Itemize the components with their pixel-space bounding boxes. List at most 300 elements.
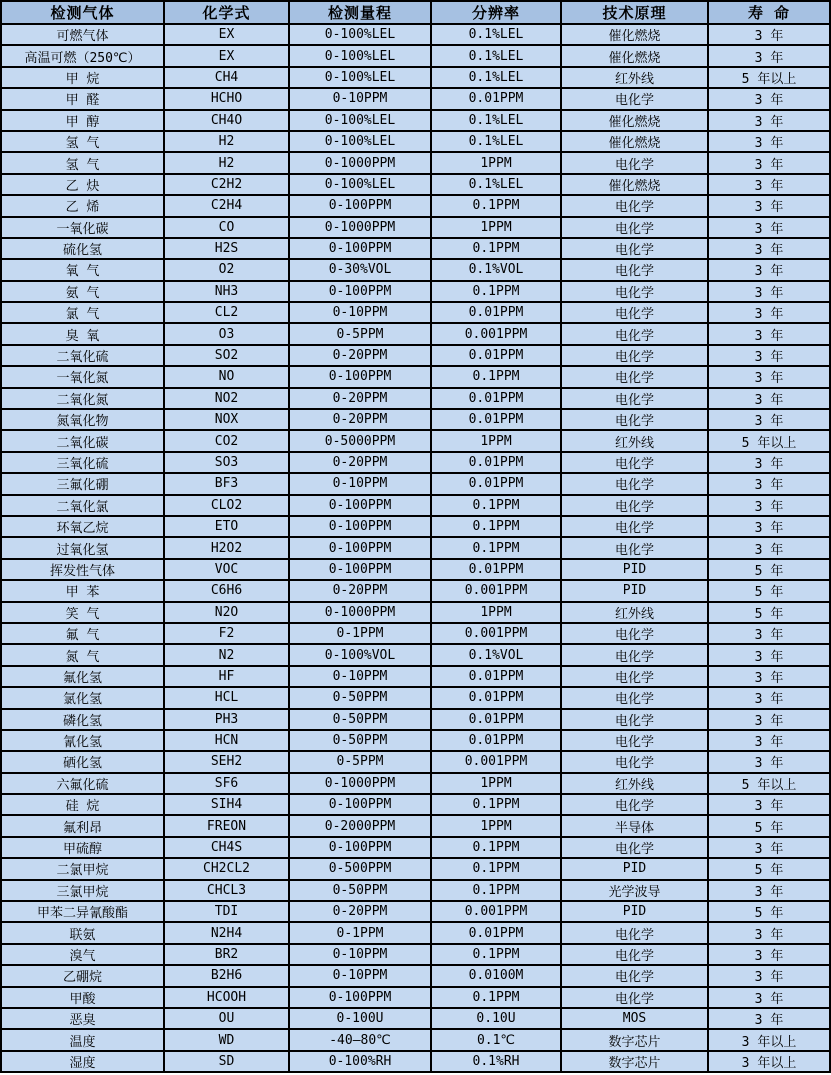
cell-gas: 可燃气体: [1, 24, 164, 45]
cell-principle: PID: [561, 559, 708, 580]
cell-resolution: 0.1PPM: [431, 858, 561, 879]
table-row: [1, 965, 830, 986]
cell-formula: O2: [164, 259, 289, 280]
cell-principle: 电化学: [561, 837, 708, 858]
cell-gas: 氨 气: [1, 281, 164, 302]
table-row: [1, 131, 830, 152]
cell-formula: H2S: [164, 238, 289, 259]
cell-life: 3 年: [708, 666, 830, 687]
table-row: [1, 88, 830, 109]
cell-resolution: 0.01PPM: [431, 666, 561, 687]
cell-principle: 数字芯片: [561, 1051, 708, 1072]
cell-principle: 电化学: [561, 281, 708, 302]
cell-resolution: 1PPM: [431, 773, 561, 794]
cell-gas: 二氧化氯: [1, 495, 164, 516]
cell-formula: O3: [164, 323, 289, 344]
cell-resolution: 0.01PPM: [431, 409, 561, 430]
cell-range: 0-100PPM: [289, 195, 431, 216]
cell-gas: 硒化氢: [1, 751, 164, 772]
cell-life: 3 年以上: [708, 1051, 830, 1072]
table-row: [1, 751, 830, 772]
cell-resolution: 0.1PPM: [431, 880, 561, 901]
table-row: [1, 110, 830, 131]
cell-life: 3 年: [708, 323, 830, 344]
table-row: [1, 217, 830, 238]
cell-gas: 过氧化氢: [1, 537, 164, 558]
cell-principle: PID: [561, 901, 708, 922]
table-row: [1, 687, 830, 708]
cell-gas: 硅 烷: [1, 794, 164, 815]
cell-gas: 六氟化硫: [1, 773, 164, 794]
cell-range: 0-100PPM: [289, 238, 431, 259]
cell-gas: 氢 气: [1, 152, 164, 173]
cell-gas: 恶臭: [1, 1008, 164, 1029]
cell-range: 0-50PPM: [289, 880, 431, 901]
table-row: [1, 24, 830, 45]
cell-resolution: 0.1℃: [431, 1029, 561, 1050]
cell-gas: 湿度: [1, 1051, 164, 1072]
cell-life: 3 年: [708, 452, 830, 473]
cell-resolution: 0.01PPM: [431, 452, 561, 473]
cell-range: 0-10PPM: [289, 666, 431, 687]
cell-formula: HCOOH: [164, 987, 289, 1008]
cell-formula: EX: [164, 45, 289, 66]
cell-resolution: 0.0100M: [431, 965, 561, 986]
cell-principle: 电化学: [561, 666, 708, 687]
cell-formula: TDI: [164, 901, 289, 922]
cell-life: 3 年: [708, 45, 830, 66]
cell-resolution: 0.1%VOL: [431, 259, 561, 280]
cell-life: 3 年: [708, 131, 830, 152]
cell-gas: 氢 气: [1, 131, 164, 152]
cell-formula: F2: [164, 623, 289, 644]
cell-range: 0-1PPM: [289, 922, 431, 943]
cell-formula: CH2CL2: [164, 858, 289, 879]
cell-principle: 电化学: [561, 516, 708, 537]
cell-life: 3 年: [708, 965, 830, 986]
cell-life: 3 年: [708, 709, 830, 730]
cell-principle: 电化学: [561, 217, 708, 238]
table-row: [1, 602, 830, 623]
cell-principle: 电化学: [561, 987, 708, 1008]
table-row: [1, 1008, 830, 1029]
cell-range: 0-20PPM: [289, 409, 431, 430]
cell-formula: SO2: [164, 345, 289, 366]
table-row: [1, 901, 830, 922]
cell-resolution: 0.01PPM: [431, 302, 561, 323]
cell-gas: 二氧化硫: [1, 345, 164, 366]
cell-principle: 催化燃烧: [561, 131, 708, 152]
cell-range: 0-100PPM: [289, 837, 431, 858]
cell-resolution: 0.1PPM: [431, 238, 561, 259]
table-row: [1, 559, 830, 580]
cell-life: 3 年: [708, 259, 830, 280]
cell-gas: 乙 炔: [1, 174, 164, 195]
cell-life: 5 年: [708, 559, 830, 580]
cell-resolution: 0.1PPM: [431, 281, 561, 302]
cell-range: 0-2000PPM: [289, 815, 431, 836]
table-row: [1, 366, 830, 387]
cell-resolution: 0.01PPM: [431, 473, 561, 494]
cell-resolution: 0.1PPM: [431, 537, 561, 558]
column-header-principle: 技术原理: [561, 1, 708, 24]
cell-resolution: 0.1%LEL: [431, 67, 561, 88]
header-row: [1, 1, 830, 24]
cell-principle: 电化学: [561, 687, 708, 708]
cell-life: 3 年: [708, 644, 830, 665]
cell-gas: 甲硫醇: [1, 837, 164, 858]
cell-life: 3 年: [708, 623, 830, 644]
cell-principle: 红外线: [561, 430, 708, 451]
table-row: [1, 430, 830, 451]
cell-life: 3 年以上: [708, 1029, 830, 1050]
cell-resolution: 0.01PPM: [431, 345, 561, 366]
cell-principle: 半导体: [561, 815, 708, 836]
cell-resolution: 0.10U: [431, 1008, 561, 1029]
cell-principle: 电化学: [561, 152, 708, 173]
cell-life: 5 年以上: [708, 773, 830, 794]
cell-gas: 氟利昂: [1, 815, 164, 836]
cell-gas: 臭 氧: [1, 323, 164, 344]
cell-resolution: 0.001PPM: [431, 323, 561, 344]
table-row: [1, 537, 830, 558]
cell-principle: PID: [561, 580, 708, 601]
cell-resolution: 0.1PPM: [431, 837, 561, 858]
cell-life: 3 年: [708, 1008, 830, 1029]
cell-range: 0-10PPM: [289, 302, 431, 323]
column-header-formula: 化学式: [164, 1, 289, 24]
cell-resolution: 0.1%VOL: [431, 644, 561, 665]
cell-gas: 三氯甲烷: [1, 880, 164, 901]
cell-formula: SF6: [164, 773, 289, 794]
cell-formula: CL2: [164, 302, 289, 323]
cell-life: 3 年: [708, 88, 830, 109]
cell-life: 3 年: [708, 152, 830, 173]
table-row: [1, 473, 830, 494]
cell-principle: 电化学: [561, 537, 708, 558]
table-row: [1, 323, 830, 344]
cell-formula: HCN: [164, 730, 289, 751]
cell-gas: 甲 醛: [1, 88, 164, 109]
cell-principle: 催化燃烧: [561, 45, 708, 66]
table-row: [1, 944, 830, 965]
cell-life: 5 年: [708, 580, 830, 601]
cell-gas: 乙 烯: [1, 195, 164, 216]
cell-formula: CH4S: [164, 837, 289, 858]
table-row: [1, 452, 830, 473]
cell-resolution: 0.1%RH: [431, 1051, 561, 1072]
cell-resolution: 0.1%LEL: [431, 131, 561, 152]
cell-principle: 电化学: [561, 644, 708, 665]
cell-principle: 电化学: [561, 388, 708, 409]
cell-gas: 挥发性气体: [1, 559, 164, 580]
cell-formula: N2H4: [164, 922, 289, 943]
cell-resolution: 1PPM: [431, 815, 561, 836]
table-row: [1, 259, 830, 280]
table-row: [1, 67, 830, 88]
cell-range: 0-100%LEL: [289, 131, 431, 152]
cell-principle: 电化学: [561, 794, 708, 815]
cell-life: 5 年以上: [708, 67, 830, 88]
cell-life: 5 年: [708, 901, 830, 922]
cell-range: 0-50PPM: [289, 730, 431, 751]
cell-life: 5 年: [708, 602, 830, 623]
cell-range: 0-100PPM: [289, 537, 431, 558]
cell-range: 0-100%LEL: [289, 67, 431, 88]
cell-resolution: 0.001PPM: [431, 623, 561, 644]
table-row: [1, 837, 830, 858]
cell-range: 0-10PPM: [289, 88, 431, 109]
cell-resolution: 1PPM: [431, 217, 561, 238]
cell-formula: OU: [164, 1008, 289, 1029]
cell-formula: SO3: [164, 452, 289, 473]
cell-life: 5 年: [708, 815, 830, 836]
table-row: [1, 388, 830, 409]
cell-resolution: 0.1PPM: [431, 195, 561, 216]
cell-resolution: 0.1PPM: [431, 495, 561, 516]
cell-formula: N2: [164, 644, 289, 665]
cell-principle: 光学波导: [561, 880, 708, 901]
table-row: [1, 815, 830, 836]
cell-gas: 甲 苯: [1, 580, 164, 601]
cell-life: 3 年: [708, 302, 830, 323]
cell-formula: NOX: [164, 409, 289, 430]
cell-formula: SEH2: [164, 751, 289, 772]
cell-formula: SD: [164, 1051, 289, 1072]
table-row: [1, 195, 830, 216]
cell-gas: 温度: [1, 1029, 164, 1050]
cell-range: 0-500PPM: [289, 858, 431, 879]
cell-range: 0-100%LEL: [289, 174, 431, 195]
cell-range: 0-10PPM: [289, 944, 431, 965]
cell-life: 3 年: [708, 944, 830, 965]
column-header-life: 寿 命: [708, 1, 830, 24]
cell-resolution: 0.001PPM: [431, 901, 561, 922]
table-header: [1, 1, 830, 24]
table-row: [1, 302, 830, 323]
cell-principle: 电化学: [561, 88, 708, 109]
cell-life: 3 年: [708, 880, 830, 901]
cell-resolution: 0.1PPM: [431, 366, 561, 387]
cell-resolution: 0.01PPM: [431, 709, 561, 730]
cell-range: 0-100%LEL: [289, 24, 431, 45]
cell-range: -40—80℃: [289, 1029, 431, 1050]
cell-principle: 电化学: [561, 944, 708, 965]
cell-formula: EX: [164, 24, 289, 45]
cell-principle: 催化燃烧: [561, 24, 708, 45]
table-row: [1, 880, 830, 901]
cell-gas: 氯化氢: [1, 687, 164, 708]
cell-life: 3 年: [708, 174, 830, 195]
table-row: [1, 730, 830, 751]
cell-formula: CH4: [164, 67, 289, 88]
cell-range: 0-100PPM: [289, 281, 431, 302]
table-row: [1, 238, 830, 259]
cell-resolution: 0.01PPM: [431, 388, 561, 409]
cell-resolution: 0.001PPM: [431, 580, 561, 601]
cell-principle: 数字芯片: [561, 1029, 708, 1050]
table-row: [1, 1029, 830, 1050]
cell-range: 0-100%LEL: [289, 110, 431, 131]
cell-principle: 电化学: [561, 366, 708, 387]
cell-gas: 高温可燃（250℃）: [1, 45, 164, 66]
cell-principle: 红外线: [561, 602, 708, 623]
cell-principle: 电化学: [561, 922, 708, 943]
cell-gas: 氰化氢: [1, 730, 164, 751]
cell-formula: H2: [164, 131, 289, 152]
cell-formula: BR2: [164, 944, 289, 965]
cell-formula: N2O: [164, 602, 289, 623]
cell-principle: 电化学: [561, 623, 708, 644]
cell-formula: SIH4: [164, 794, 289, 815]
cell-principle: 催化燃烧: [561, 110, 708, 131]
column-header-range: 检测量程: [289, 1, 431, 24]
cell-formula: FREON: [164, 815, 289, 836]
cell-range: 0-1000PPM: [289, 217, 431, 238]
table-row: [1, 495, 830, 516]
cell-gas: 三氟化硼: [1, 473, 164, 494]
cell-life: 3 年: [708, 388, 830, 409]
cell-range: 0-100PPM: [289, 516, 431, 537]
table-row: [1, 516, 830, 537]
cell-life: 3 年: [708, 281, 830, 302]
cell-gas: 氮氧化物: [1, 409, 164, 430]
cell-resolution: 0.1%LEL: [431, 174, 561, 195]
cell-range: 0-1000PPM: [289, 152, 431, 173]
cell-resolution: 0.1%LEL: [431, 110, 561, 131]
cell-principle: 电化学: [561, 495, 708, 516]
cell-range: 0-50PPM: [289, 709, 431, 730]
cell-principle: 红外线: [561, 773, 708, 794]
table-row: [1, 174, 830, 195]
cell-gas: 氯 气: [1, 302, 164, 323]
cell-gas: 溴气: [1, 944, 164, 965]
table-row: [1, 987, 830, 1008]
cell-gas: 联氨: [1, 922, 164, 943]
cell-formula: BF3: [164, 473, 289, 494]
table-row: [1, 409, 830, 430]
cell-range: 0-20PPM: [289, 388, 431, 409]
cell-formula: HF: [164, 666, 289, 687]
cell-principle: 电化学: [561, 323, 708, 344]
cell-principle: 电化学: [561, 473, 708, 494]
cell-gas: 环氧乙烷: [1, 516, 164, 537]
cell-life: 3 年: [708, 195, 830, 216]
cell-formula: CO: [164, 217, 289, 238]
table-row: [1, 666, 830, 687]
cell-range: 0-100PPM: [289, 495, 431, 516]
cell-range: 0-100%VOL: [289, 644, 431, 665]
cell-life: 3 年: [708, 687, 830, 708]
cell-life: 3 年: [708, 495, 830, 516]
cell-gas: 氟化氢: [1, 666, 164, 687]
table-row: [1, 709, 830, 730]
cell-formula: HCL: [164, 687, 289, 708]
cell-life: 5 年: [708, 858, 830, 879]
cell-formula: CHCL3: [164, 880, 289, 901]
cell-range: 0-100%RH: [289, 1051, 431, 1072]
cell-principle: 催化燃烧: [561, 174, 708, 195]
cell-life: 3 年: [708, 110, 830, 131]
cell-gas: 硫化氢: [1, 238, 164, 259]
cell-formula: B2H6: [164, 965, 289, 986]
cell-gas: 二氧化碳: [1, 430, 164, 451]
cell-range: 0-100PPM: [289, 987, 431, 1008]
cell-gas: 三氧化硫: [1, 452, 164, 473]
cell-range: 0-100%LEL: [289, 45, 431, 66]
cell-principle: PID: [561, 858, 708, 879]
cell-formula: PH3: [164, 709, 289, 730]
cell-life: 5 年以上: [708, 430, 830, 451]
cell-resolution: 0.001PPM: [431, 751, 561, 772]
table-row: [1, 773, 830, 794]
cell-life: 3 年: [708, 473, 830, 494]
cell-resolution: 0.1PPM: [431, 794, 561, 815]
cell-resolution: 0.1PPM: [431, 944, 561, 965]
cell-resolution: 1PPM: [431, 152, 561, 173]
cell-life: 3 年: [708, 751, 830, 772]
table-row: [1, 281, 830, 302]
cell-principle: 电化学: [561, 195, 708, 216]
cell-gas: 氧 气: [1, 259, 164, 280]
cell-range: 0-100U: [289, 1008, 431, 1029]
cell-range: 0-100PPM: [289, 366, 431, 387]
cell-gas: 甲酸: [1, 987, 164, 1008]
cell-formula: NO: [164, 366, 289, 387]
cell-life: 3 年: [708, 922, 830, 943]
cell-gas: 甲 烷: [1, 67, 164, 88]
cell-principle: 电化学: [561, 345, 708, 366]
cell-principle: 电化学: [561, 709, 708, 730]
cell-resolution: 0.1PPM: [431, 987, 561, 1008]
cell-life: 3 年: [708, 366, 830, 387]
cell-principle: 电化学: [561, 259, 708, 280]
cell-resolution: 0.1%LEL: [431, 24, 561, 45]
cell-resolution: 0.01PPM: [431, 922, 561, 943]
cell-range: 0-20PPM: [289, 580, 431, 601]
table-row: [1, 345, 830, 366]
cell-life: 3 年: [708, 987, 830, 1008]
cell-gas: 笑 气: [1, 602, 164, 623]
cell-resolution: 0.1PPM: [431, 516, 561, 537]
cell-resolution: 0.01PPM: [431, 88, 561, 109]
table-row: [1, 152, 830, 173]
cell-range: 0-5000PPM: [289, 430, 431, 451]
cell-formula: HCHO: [164, 88, 289, 109]
cell-principle: 电化学: [561, 302, 708, 323]
cell-gas: 氮 气: [1, 644, 164, 665]
cell-principle: 红外线: [561, 67, 708, 88]
column-header-gas: 检测气体: [1, 1, 164, 24]
cell-range: 0-50PPM: [289, 687, 431, 708]
cell-resolution: 1PPM: [431, 602, 561, 623]
column-header-resolution: 分辨率: [431, 1, 561, 24]
cell-resolution: 0.01PPM: [431, 687, 561, 708]
cell-gas: 二氯甲烷: [1, 858, 164, 879]
cell-resolution: 0.1%LEL: [431, 45, 561, 66]
cell-range: 0-30%VOL: [289, 259, 431, 280]
cell-formula: H2O2: [164, 537, 289, 558]
cell-life: 3 年: [708, 537, 830, 558]
cell-life: 3 年: [708, 794, 830, 815]
cell-principle: MOS: [561, 1008, 708, 1029]
table-row: [1, 858, 830, 879]
cell-principle: 电化学: [561, 238, 708, 259]
cell-resolution: 1PPM: [431, 430, 561, 451]
cell-life: 3 年: [708, 24, 830, 45]
table-row: [1, 580, 830, 601]
cell-formula: C6H6: [164, 580, 289, 601]
